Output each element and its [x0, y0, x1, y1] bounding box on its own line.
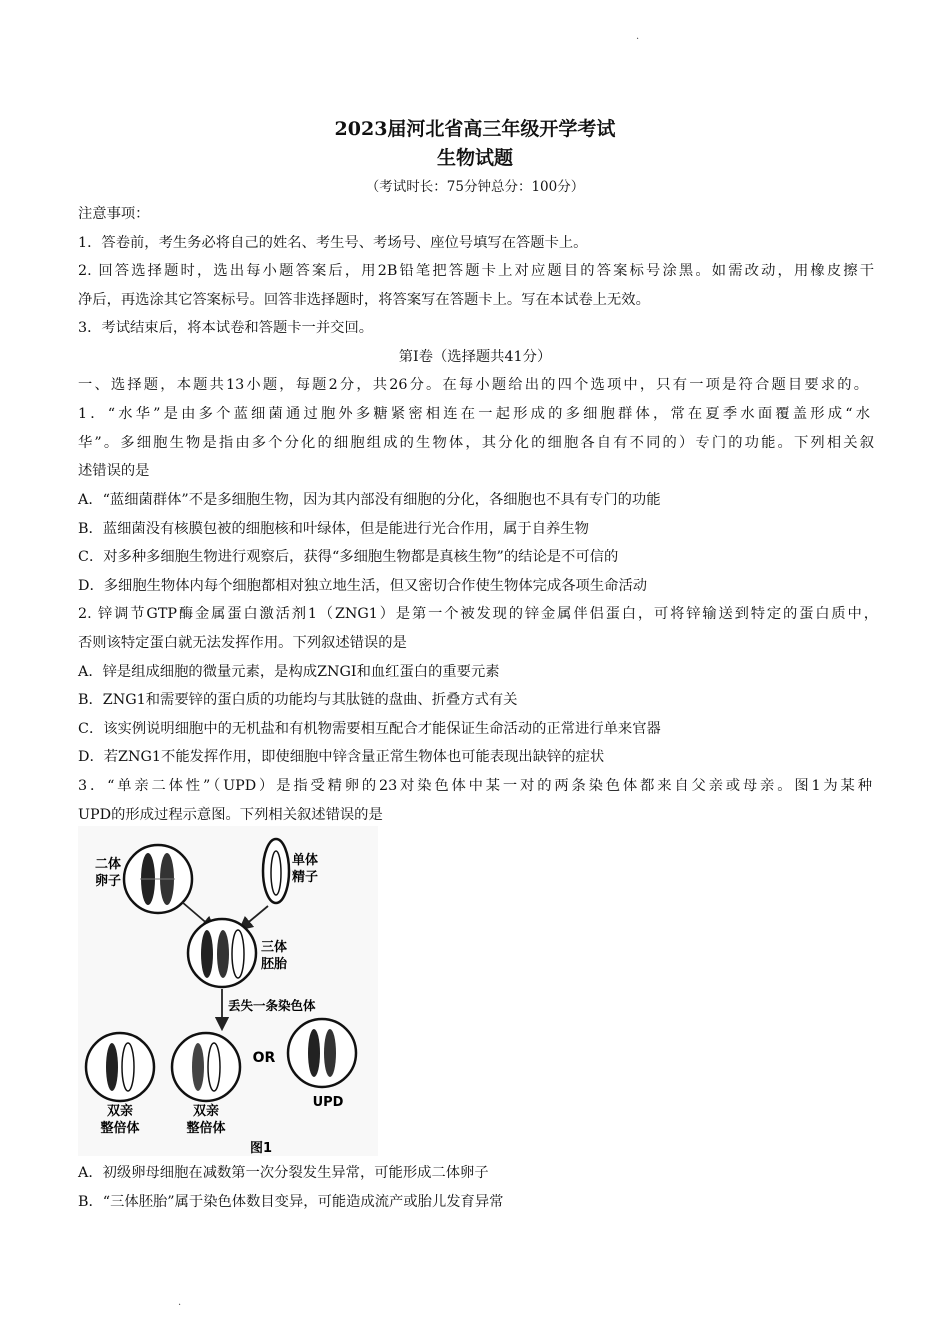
embryo-label-2: 胚胎: [260, 957, 288, 972]
question-3-stem: 3．“单亲二体性”（UPD）是指受精卵的23对染色体中某一对的两条染色体都来自父亲或母亲。图1为某种: [78, 778, 872, 794]
question-2-stem: 2. 锌调节GTP酶金属蛋白激活剂1（ZNG1）是第一个被发现的锌金属伴侣蛋白，可将锌输送到特定的蛋白质中，: [78, 606, 878, 622]
notice-heading: 注意事项：: [78, 206, 150, 222]
question-1-stem: 1．“水华”是由多个蓝细菌通过胞外多糖紧密相连在一起形成的多细胞群体，常在夏季水面覆盖形成“水: [78, 406, 870, 422]
upd-label: UPD: [312, 1095, 344, 1110]
question-2-option-d: D．若ZNG1不能发挥作用，即使细胞中锌含量正常生物体也可能表现出缺锌的症状: [78, 749, 605, 765]
biparental-1-label-1: 双亲: [106, 1104, 134, 1119]
question-1-option-a: A．“蓝细菌群体”不是多细胞生物，因为其内部没有细胞的分化，各细胞也不具有专门的功能: [78, 492, 661, 508]
egg-label-1: 二体: [94, 857, 122, 872]
or-label: OR: [252, 1050, 276, 1066]
notice-item-3: 3．考试结束后，将本试卷和答题卡一并交回。: [78, 320, 374, 336]
exam-info: （考试时长：75分钟总分：100分）: [365, 179, 585, 195]
figure-caption: 图1: [249, 1141, 273, 1156]
biparental-1-label-2: 整倍体: [100, 1121, 140, 1136]
exam-subject: 生物试题: [436, 147, 513, 169]
biparental-cell-1: [86, 1033, 154, 1101]
part-one-heading: 一、选择题，本题共13小题，每题2分，共26分。在每小题给出的四个选项中，只有一项是符合题目要求的。: [78, 377, 868, 393]
question-1-option-d: D．多细胞生物体内每个细胞都相对独立地生活，但又密切合作使生物体完成各项生命活动: [78, 578, 648, 594]
biparental-2-label-1: 双亲: [192, 1104, 220, 1119]
notice-item-2: 2. 回答选择题时，选出每小题答案后，用2B铅笔把答题卡上对应题目的答案标号涂黑。如需改动，用橡皮擦干: [78, 263, 874, 279]
section-title: 第I卷（选择题共41分）: [398, 349, 552, 365]
scan-dot-bottom: ·: [178, 1300, 182, 1311]
sperm-label-2: 精子: [291, 870, 319, 885]
egg-label-2: 卵子: [94, 874, 122, 889]
question-1-option-b: B．蓝细菌没有核膜包被的细胞核和叶绿体，但是能进行光合作用，属于自养生物: [78, 521, 589, 537]
question-1-stem-cont: 华”。多细胞生物是指由多个分化的细胞组成的生物体，其分化的细胞各自有不同的）专门的功能。下列相关叙: [78, 435, 874, 451]
chromosome-loss-label: 丢失一条染色体: [228, 998, 316, 1013]
question-1-option-c: C．对多种多细胞生物进行观察后，获得“多细胞生物都是真核生物”的结论是不可信的: [78, 549, 619, 565]
upd-cell: [288, 1019, 356, 1087]
biparental-cell-2: [172, 1033, 240, 1101]
sperm-cell: [263, 839, 289, 903]
embryo-cell: [188, 919, 256, 987]
question-1-stem-end: 述错误的是: [78, 463, 150, 479]
figure-1-upd-diagram: [78, 826, 378, 1156]
question-3-option-a: A．初级卵母细胞在减数第一次分裂发生异常，可能形成二体卵子: [78, 1165, 489, 1181]
question-3-option-b: B．“三体胚胎”属于染色体数目变异，可能造成流产或胎儿发育异常: [78, 1194, 504, 1210]
question-2-option-c: C．该实例说明细胞中的无机盐和有机物需要相互配合才能保证生命活动的正常进行单来官器: [78, 721, 661, 737]
scan-dot: ·: [636, 34, 640, 45]
question-2-option-a: A．锌是组成细胞的微量元素，是构成ZNGI和血红蛋白的重要元素: [78, 664, 500, 680]
sperm-label-1: 单体: [291, 853, 319, 868]
biparental-2-label-2: 整倍体: [186, 1121, 226, 1136]
question-3-stem-cont: UPD的形成过程示意图。下列相关叙述错误的是: [78, 807, 383, 823]
notice-item-1: 1．答卷前，考生务必将自己的姓名、考生号、考场号、座位号填写在答题卡上。: [78, 235, 588, 251]
notice-item-2-cont: 净后，再选涂其它答案标号。回答非选择题时，将答案写在答题卡上。写在本试卷上无效。: [78, 292, 650, 308]
question-2-stem-cont: 否则该特定蛋白就无法发挥作用。下列叙述错误的是: [78, 635, 407, 651]
exam-title: 2023届河北省高三年级开学考试: [334, 118, 616, 140]
embryo-label-1: 三体: [260, 940, 288, 955]
question-2-option-b: B．ZNG1和需要锌的蛋白质的功能均与其肽链的盘曲、折叠方式有关: [78, 692, 518, 708]
